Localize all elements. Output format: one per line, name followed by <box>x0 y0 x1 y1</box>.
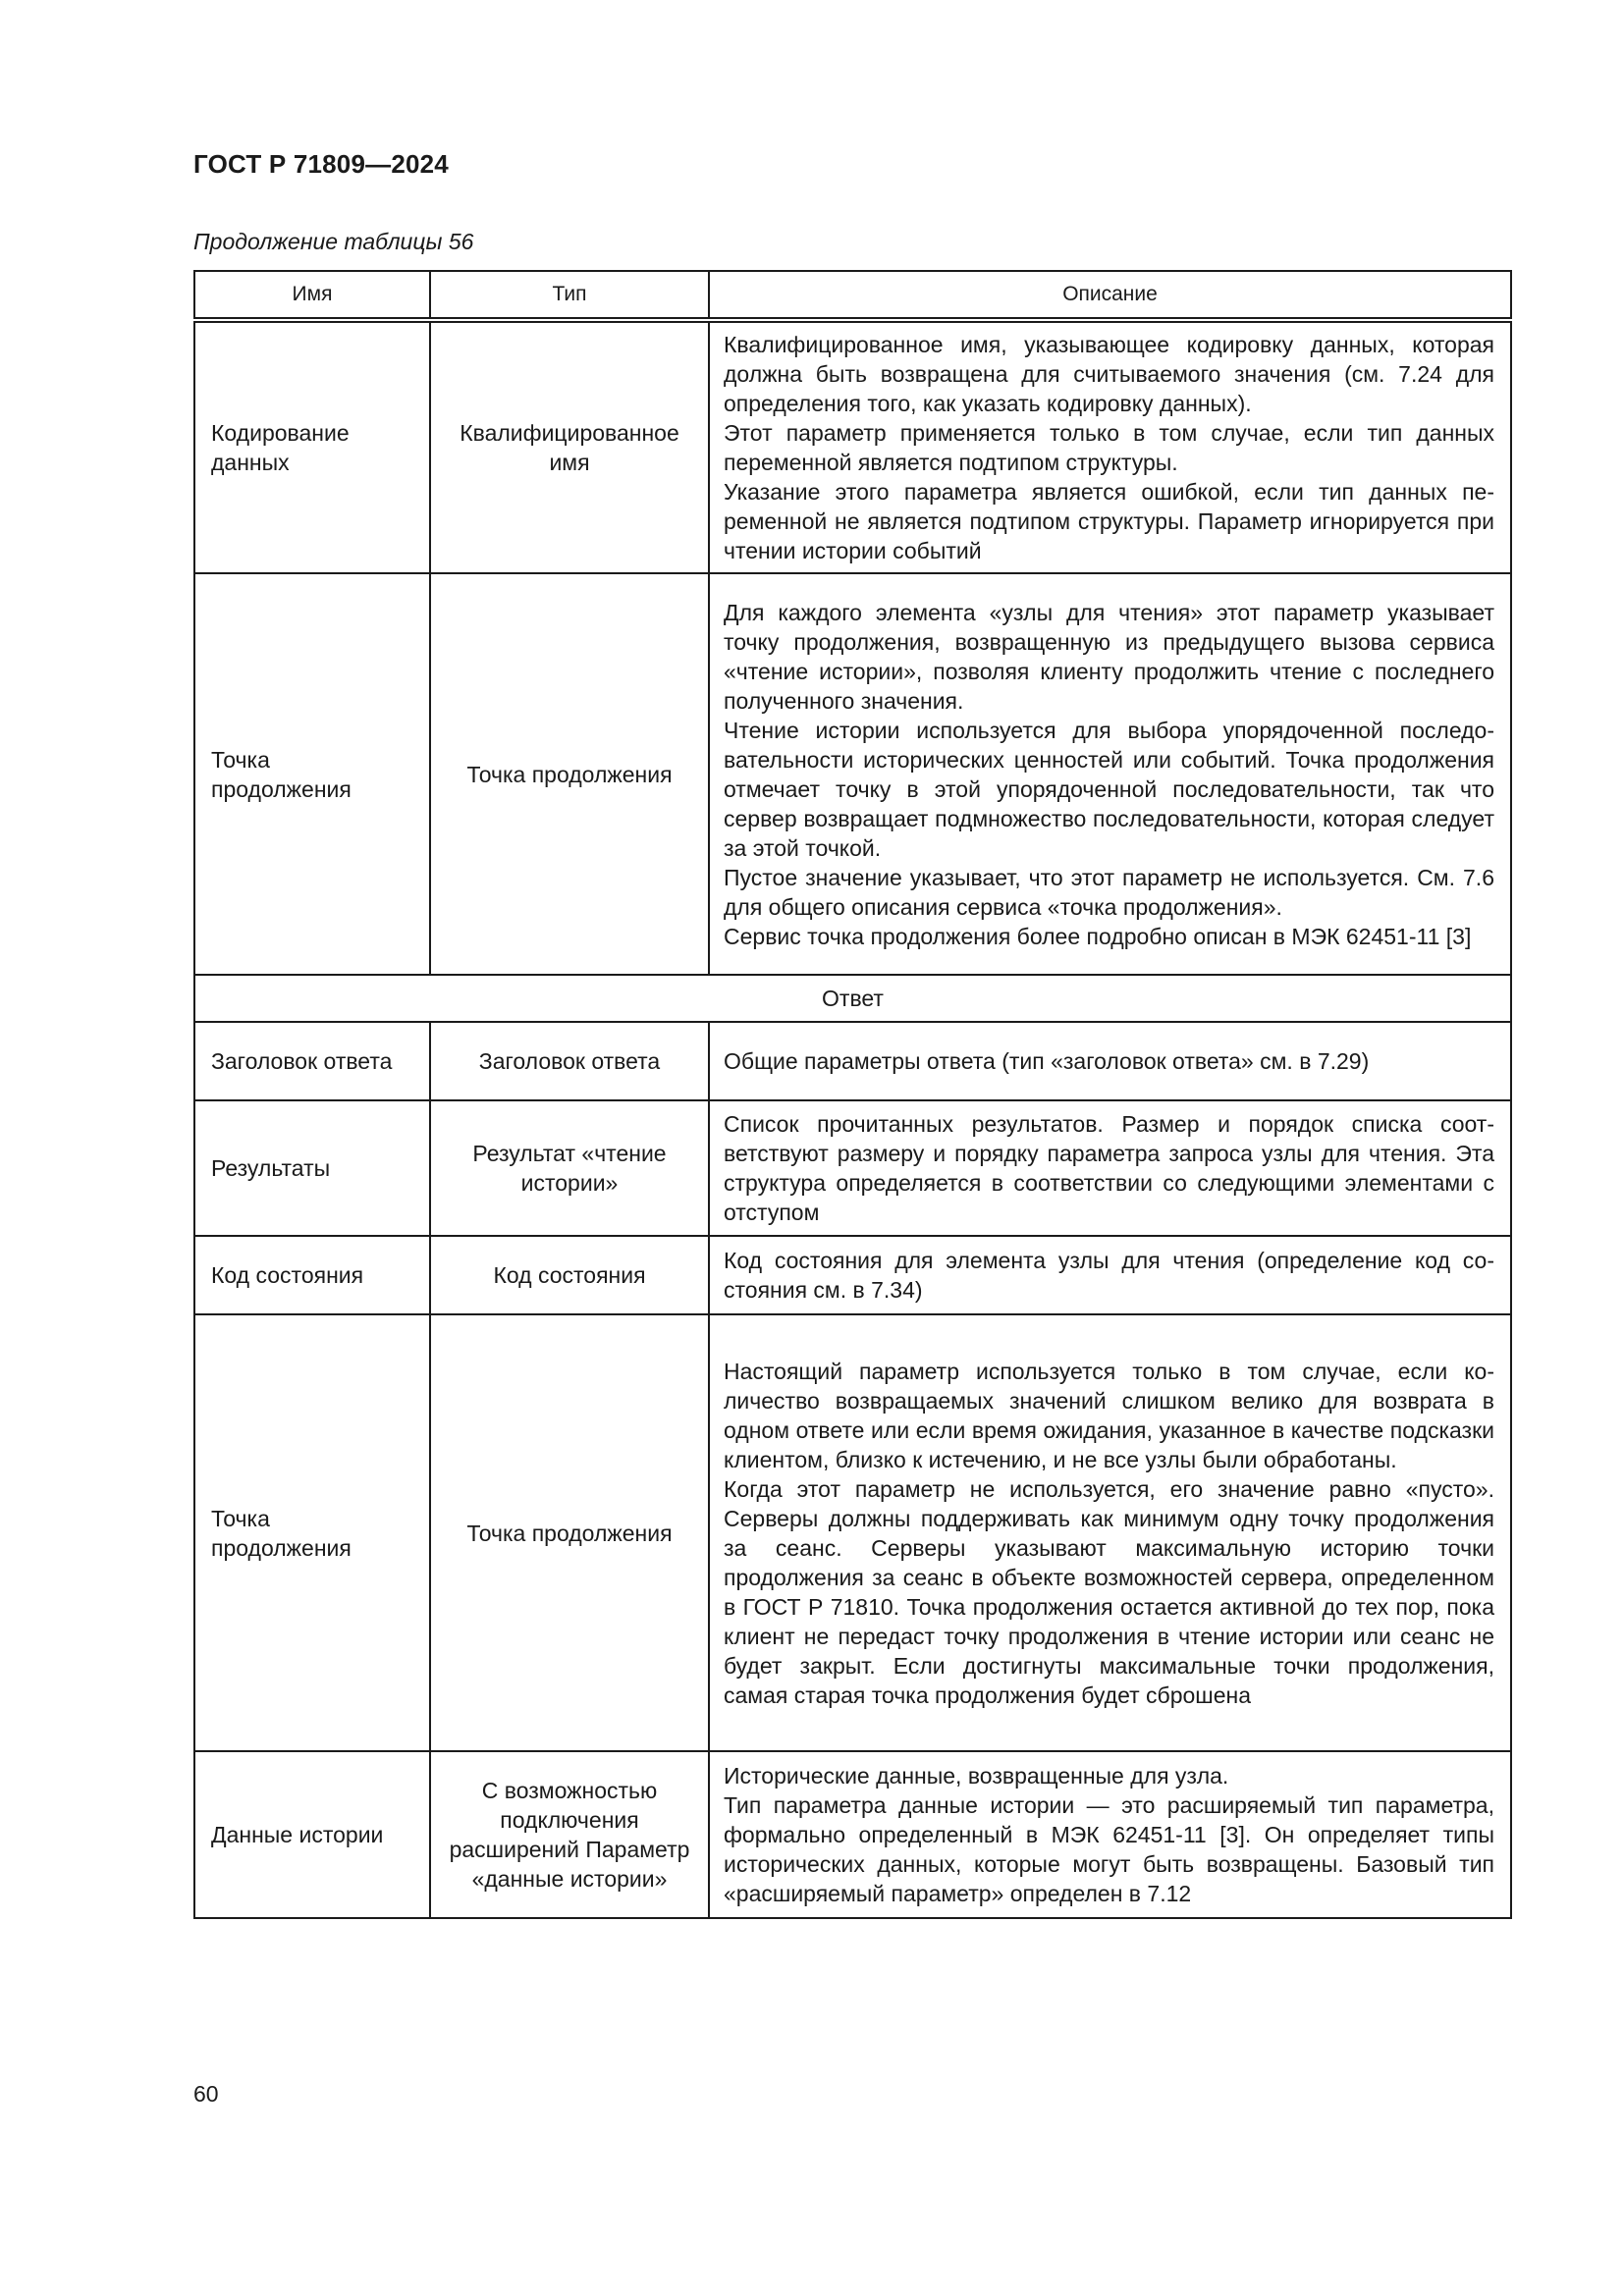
table-row <box>194 1100 1511 1236</box>
param-name: Точка продолжения <box>194 573 430 975</box>
param-type: Заголовок ответа <box>430 1022 709 1100</box>
description-paragraph: Код состояния для элемента узлы для чтения (определение код состояния см. в 7.34) <box>724 1248 1494 1303</box>
table-caption: Продолжение таблицы 56 <box>193 229 474 254</box>
section-header-row <box>194 975 1511 1022</box>
description-paragraph: Настоящий параметр используется только в том случае, если количество возвращаемых значений слишком велико для возврата в одном ответе или если время ожидания, указанное в качестве подсказки клиентом, близко к истечению, и не все узлы были обработаны. <box>724 1358 1494 1472</box>
table-header-row <box>194 271 1511 320</box>
description-paragraph: Этот параметр применяется только в том случае, если тип данных переменной является подтипом структуры. <box>724 420 1494 475</box>
description-paragraph: Пустое значение указывает, что этот параметр не используется. См. 7.6 для общего описания сервиса «точка продолжения». <box>724 864 1494 920</box>
param-name: Данные истории <box>194 1751 430 1918</box>
description-paragraph: Для каждого элемента «узлы для чтения» этот параметр указывает точку продолжения, возвращенную из предыдущего вызова сервиса «чтение истории», позволяя клиенту продолжить чтение с последнего полученного значения. <box>724 599 1494 714</box>
table-row <box>194 320 1511 573</box>
param-type: Результат «чтение истории» <box>430 1100 709 1236</box>
param-type: Точка продолжения <box>430 1314 709 1751</box>
page-number: 60 <box>193 2081 219 2107</box>
param-name: Заголовок ответа <box>194 1022 430 1100</box>
section-label-response: Ответ <box>194 975 1511 1022</box>
description-paragraph: Сервис точка продолжения более подробно описан в МЭК 62451-11 [3] <box>724 923 1472 949</box>
table-row <box>194 1314 1511 1751</box>
param-name: Кодирование данных <box>194 320 430 573</box>
description-paragraph: Список прочитанных результатов. Размер и порядок списка соответствуют размеру и порядку параметра запроса узлы для чтения. Эта структура определяется в соответствии со следующими элементами с отступом <box>724 1111 1494 1225</box>
description-paragraph: Квалифицированное имя, указывающее кодировку данных, которая должна быть возвращена для считываемого значения (см. 7.24 для определения того, как указать кодировку данных). <box>724 332 1494 416</box>
param-type: С возможностью подключения расширений Параметр «данные истории» <box>430 1751 709 1918</box>
column-header-description: Описание <box>709 271 1511 320</box>
description-paragraph: Когда этот параметр не используется, его значение равно «пусто». Серверы должны поддерживать как минимум одну точку продолжения за сеанс. Серверы указывают максимальную историю точки продолжения за сеанс в объекте возможностей сервера, определенном в ГОСТ Р 71810. Точка продолжения остается активной до тех пор, пока клиент не передаст точку продолжения в чтение истории или сеанс не будет закрыт. Если достигнуты максимальные точки продолжения, самая старая точка продолжения будет сброшена <box>724 1475 1494 1708</box>
param-description <box>709 1751 1511 1918</box>
param-name: Код состояния <box>194 1236 430 1314</box>
document-code: ГОСТ Р 71809—2024 <box>193 149 449 179</box>
param-description <box>709 1100 1511 1236</box>
param-name: Точка продолжения <box>194 1314 430 1751</box>
param-description <box>709 1314 1511 1751</box>
description-paragraph: Исторические данные, возвращенные для узла. <box>724 1763 1229 1789</box>
description-paragraph: Чтение истории используется для выбора упорядоченной последовательности исторических ценностей или событий. Точка продолжения отмечает точку в этой упорядоченной последовательности, так что сервер возвращает подмножество последовательности, которая следует за этой точкой. <box>724 717 1494 861</box>
table-row <box>194 1751 1511 1918</box>
column-header-type: Тип <box>430 271 709 320</box>
param-type: Точка продолжения <box>430 573 709 975</box>
param-description <box>709 320 1511 573</box>
description-paragraph: Общие параметры ответа (тип «заголовок ответа» см. в 7.29) <box>724 1048 1370 1074</box>
table-row <box>194 1022 1511 1100</box>
param-type: Квалифицированное имя <box>430 320 709 573</box>
table-row <box>194 573 1511 975</box>
param-name: Результаты <box>194 1100 430 1236</box>
param-description <box>709 573 1511 975</box>
param-type: Код состояния <box>430 1236 709 1314</box>
table-row <box>194 1236 1511 1314</box>
param-description <box>709 1236 1511 1314</box>
description-paragraph: Указание этого параметра является ошибкой, если тип данных переменной не является подтипом структуры. Параметр игнорируется при чтении истории событий <box>724 479 1494 563</box>
param-description <box>709 1022 1511 1100</box>
parameters-table <box>193 270 1512 1919</box>
column-header-name: Имя <box>194 271 430 320</box>
description-paragraph: Тип параметра данные истории — это расширяемый тип параметра, формально определенный в МЭК 62451-11 [3]. Он определяет типы исторических данных, которые могут быть возвращены. Базовый тип «расширяемый параметр» определен в 7.12 <box>724 1792 1494 1906</box>
